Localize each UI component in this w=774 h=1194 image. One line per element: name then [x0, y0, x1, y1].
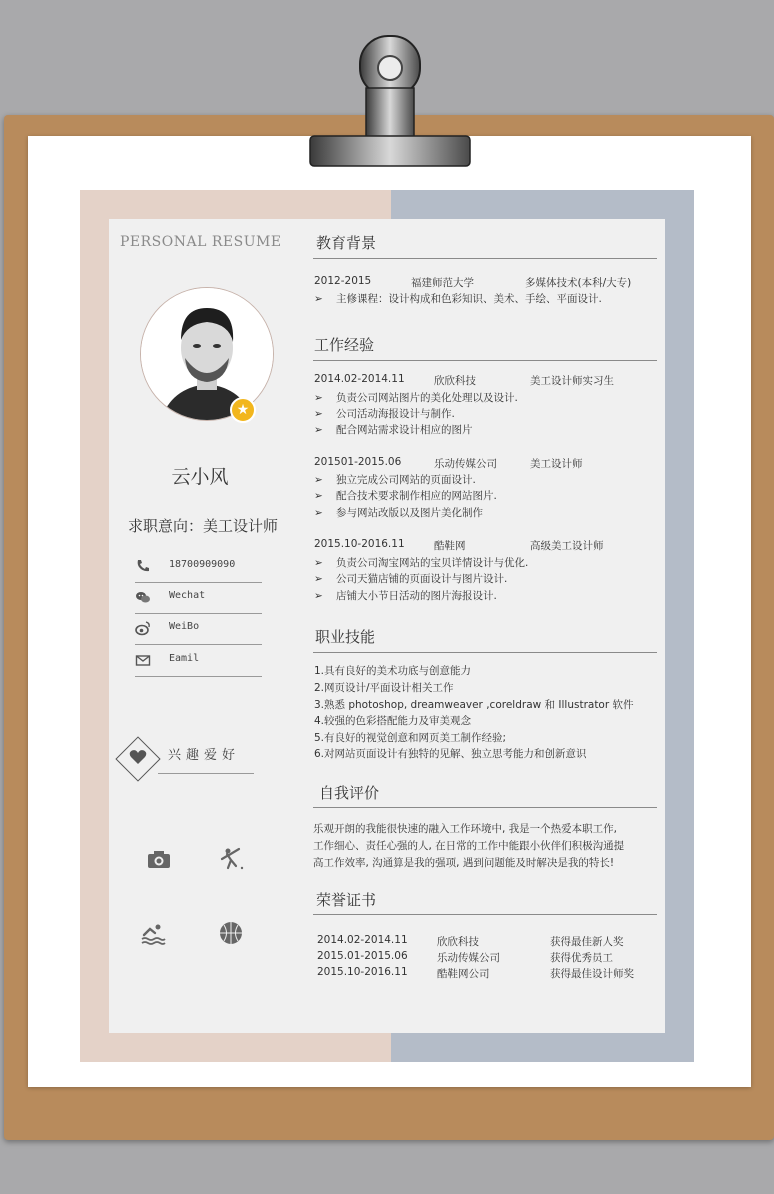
job-company: 酷鞋网 — [434, 540, 466, 552]
job-bullet: ➢ 配合技术要求制作相应的网站图片. — [314, 490, 497, 502]
honor-org: 欣欣科技 — [437, 936, 479, 948]
work-divider — [313, 360, 657, 361]
heart-icon — [127, 746, 149, 768]
honors-title: 荣誉证书 — [316, 891, 377, 909]
resume-heading: PERSONAL RESUME — [120, 234, 282, 250]
job-bullet: ➢ 负责公司淘宝网站的宝贝详情设计与优化. — [314, 557, 529, 569]
arrow-icon: ➢ — [314, 424, 323, 436]
education-period: 2012-2015 — [314, 275, 372, 287]
job-role: 美工设计师实习生 — [530, 375, 614, 387]
hobby-title: 兴趣爱好 — [168, 748, 241, 763]
honor-org: 酷鞋网公司 — [437, 968, 490, 980]
wechat-icon — [135, 589, 151, 605]
arrow-icon: ➢ — [314, 490, 323, 502]
job-bullet: ➢ 公司活动海报设计与制作. — [314, 408, 455, 420]
contact-mail — [135, 646, 262, 677]
job-bullet: ➢ 负责公司网站图片的美化处理以及设计. — [314, 392, 518, 404]
phone-text: 18700909090 — [169, 559, 236, 570]
weibo-icon — [135, 620, 151, 636]
weibo-text: WeiBo — [169, 621, 200, 632]
education-major: 多媒体技术(本科/大专) — [525, 277, 632, 289]
education-school: 福建师范大学 — [411, 277, 474, 289]
skill-item: 5.有良好的视觉创意和网页美工制作经验; — [314, 732, 507, 744]
wechat-text: Wechat — [169, 590, 206, 601]
honor-award: 获得最佳设计师奖 — [550, 968, 634, 980]
job-bullet: ➢ 参与网站改版以及图片美化制作 — [314, 507, 483, 519]
work-title: 工作经验 — [314, 336, 375, 354]
job-bullet: ➢ 店铺大小节日活动的图片海报设计. — [314, 590, 497, 602]
job-bullet: ➢ 独立完成公司网站的页面设计. — [314, 474, 476, 486]
badminton-icon — [219, 846, 245, 872]
job-period: 2015.10-2016.11 — [314, 538, 405, 550]
job-intent: 求职意向：美工设计师 — [127, 517, 278, 535]
arrow-icon: ➢ — [314, 557, 323, 569]
job-period: 2014.02-2014.11 — [314, 373, 405, 385]
arrow-icon: ➢ — [314, 392, 323, 404]
honor-period: 2014.02-2014.11 — [317, 934, 408, 946]
portrait-icon — [141, 288, 273, 420]
skill-item: 1.具有良好的美术功底与创意能力 — [314, 665, 472, 677]
skill-item: 6.对网站页面设计有独特的见解、独立思考能力和创新意识 — [314, 748, 587, 760]
job-company: 乐动传媒公司 — [434, 458, 497, 470]
mail-icon — [135, 652, 151, 668]
contact-weibo — [135, 614, 262, 645]
binder-clip-icon — [300, 28, 480, 178]
skill-item: 3.熟悉 photoshop, dreamweaver ,coreldraw 和 Illustrator 软件 — [314, 699, 634, 711]
job-role: 美工设计师 — [530, 458, 583, 470]
self-eval-divider — [313, 807, 657, 808]
arrow-icon: ➢ — [314, 474, 323, 486]
self-eval-line: 乐观开朗的我能很快速的融入工作环境中, 我是一个热爱本职工作, — [313, 823, 618, 835]
contact-wechat — [135, 583, 262, 614]
arrow-icon: ➢ — [314, 590, 323, 602]
job-company: 欣欣科技 — [434, 375, 476, 387]
education-course: ➢ 主修课程：设计构成和色彩知识、美术、手绘、平面设计. — [314, 293, 602, 305]
avatar — [140, 287, 274, 421]
honors-divider — [313, 914, 657, 915]
arrow-icon: ➢ — [314, 293, 323, 305]
hobby-divider — [158, 773, 254, 774]
education-divider — [313, 258, 657, 259]
arrow-icon: ➢ — [314, 573, 323, 585]
contact-phone — [135, 552, 262, 583]
skills-divider — [313, 652, 657, 653]
candidate-name: 云小风 — [171, 466, 229, 488]
arrow-icon: ➢ — [314, 408, 323, 420]
self-eval-title: 自我评价 — [319, 784, 380, 802]
honor-period: 2015.10-2016.11 — [317, 966, 408, 978]
self-eval-line: 高工作效率, 沟通算是我的强项, 遇到问题能及时解决是我的特长! — [313, 857, 615, 869]
skill-item: 4.较强的色彩搭配能力及审美观念 — [314, 715, 472, 727]
camera-icon — [146, 846, 172, 872]
job-period: 201501-2015.06 — [314, 456, 402, 468]
education-title: 教育背景 — [316, 234, 377, 252]
job-bullet: ➢ 配合网站需求设计相应的图片 — [314, 424, 473, 436]
star-badge-icon: ★ — [230, 397, 256, 423]
skill-item: 2.网页设计/平面设计相关工作 — [314, 682, 454, 694]
honor-org: 乐动传媒公司 — [437, 952, 500, 964]
job-bullet: ➢ 公司天猫店铺的页面设计与图片设计. — [314, 573, 508, 585]
phone-icon — [135, 558, 151, 574]
skills-title: 职业技能 — [315, 628, 376, 646]
honor-award: 获得优秀员工 — [550, 952, 613, 964]
honor-award: 获得最佳新人奖 — [550, 936, 624, 948]
self-eval-line: 工作细心、责任心强的人, 在日常的工作中能跟小伙伴们积极沟通提 — [313, 840, 625, 852]
mail-text: Eamil — [169, 653, 200, 664]
honor-period: 2015.01-2015.06 — [317, 950, 408, 962]
arrow-icon: ➢ — [314, 507, 323, 519]
job-role: 高级美工设计师 — [530, 540, 604, 552]
basketball-icon — [218, 920, 244, 946]
swimming-icon — [140, 920, 166, 946]
